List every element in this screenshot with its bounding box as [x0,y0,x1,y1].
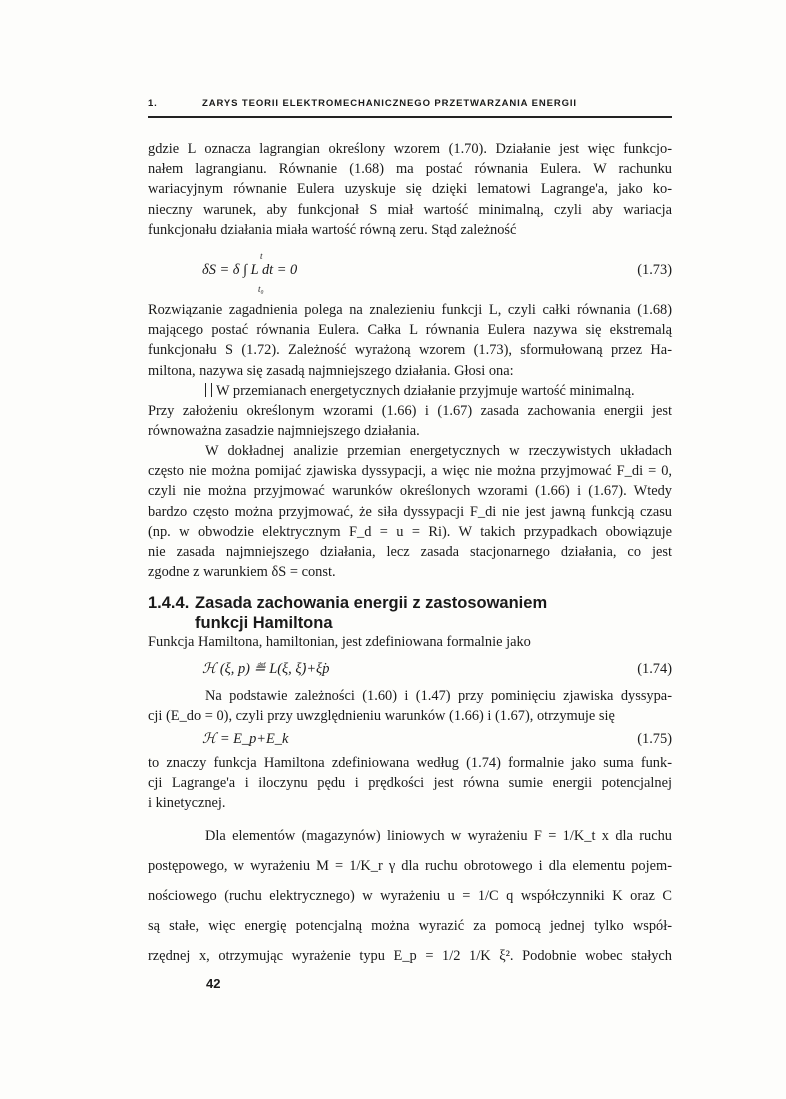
integral-upper-limit: t [260,251,263,261]
chapter-number: 1. [148,98,158,109]
text-line: często nie można pomijać zjawiska dyssypacji, a więc nie można przyjmować F_di = 0, [148,463,672,480]
principle-text: W przemianach energetycznych działanie przyjmuje wartość minimalną. [216,383,635,399]
paragraph-7 [148,753,672,814]
text-line: Przy założeniu określonym wzorami (1.66) i (1.67) zasada zachowania energii jest [148,403,672,420]
text-line: bardzo często można przyjmować, że siła dyssypacji F_di nie jest jawną funkcją czasu [148,503,672,520]
page-number: 42 [206,976,221,991]
paragraph-8 [148,820,672,970]
text-line: czyli nie można przyjmować warunków określonych wzorami (1.66) i (1.67). Wtedy [148,483,672,500]
paragraph-4 [148,441,672,582]
text-line: W dokładnej analizie przemian energetycznych w rzeczywistych układach [205,443,672,459]
equation-number: (1.75) [637,731,672,747]
text-line: funkcjonału działania miała wartość równą zeru. Stąd zależność [148,221,517,238]
equation-number: (1.73) [637,262,672,278]
text-line: i kinetycznej. [148,795,226,812]
text-line: zgodne z warunkiem δS = const. [148,564,336,581]
section-title-line-2: funkcji Hamiltona [195,614,333,632]
equation-lhs: ℋ (ξ, p) ≝ L(ξ, ξ̇)+ξ̇p [202,661,330,677]
text-line: rzędnej x, otrzymując wyrażenie typu E_p = 1/2 1/K ξ². Podobnie wobec stałych [148,948,672,964]
text-line: równoważna zasadzie najmniejszego działania. [148,423,420,440]
equation-1-73 [148,251,672,294]
text-line: gdzie L oznacza lagrangian określony wzorem (1.70). Działanie jest więc funkcjo- [148,141,672,157]
text-line: są stałe, więc energię potencjalną można wyrazić za pomocą jednej tylko współ- [148,918,672,934]
text-line: postępowego, w wyrażeniu M = 1/K_r γ dla ruchu obrotowego i dla elementu pojem- [148,858,672,874]
principle-statement [148,381,672,401]
equation-1-74 [148,661,672,683]
text-line: Na podstawie zależności (1.60) i (1.47) przy pominięciu zjawiska dyssypa- [205,688,672,704]
chapter-title: ZARYS TEORII ELEKTROMECHANICZNEGO PRZETWARZANIA ENERGII [202,98,577,109]
text-line: wariacyjnym równanie Eulera uzyskuje się dzięki lematowi Lagrange'a, jako ko- [148,181,672,198]
text-line: Rozwiązanie zagadnienia polega na znalezieniu funkcji L, czyli całki równania (1.68) [148,302,672,318]
principle-marker [205,383,212,397]
section-number: 1.4.4. [148,594,190,612]
paragraph-1 [148,139,672,240]
integral-lower-limit: t₀ [258,284,264,294]
text-line: mającego postać równania Eulera. Całka L równania Eulera nazywa się ekstremalą [148,322,672,339]
equation-number: (1.74) [637,661,672,677]
paragraph-2 [148,300,672,381]
section-title-line-1: Zasada zachowania energii z zastosowaniem [195,594,548,612]
equation-1-75 [148,731,672,753]
text-line: cji Lagrange'a i iloczynu pędu i prędkości jest równa sumie energii potencjalnej [148,775,672,792]
text-line: to znaczy funkcja Hamiltona zdefiniowana według (1.74) formalnie jako suma funk- [148,755,672,771]
equation-lhs: δS = δ ∫ L dt = 0 [202,262,298,278]
paragraph-6 [148,686,672,726]
text-line: nieczny warunek, aby funkcjonał S miał wartość minimalną, czyli aby wariacja [148,201,672,218]
text-line: Dla elementów (magazynów) liniowych w wyrażeniu F = 1/K_t x dla ruchu [205,828,672,844]
paragraph-5 [148,632,672,652]
text-line: nałem lagrangianu. Równanie (1.68) ma postać równania Eulera. W rachunku [148,161,672,178]
equation-lhs: ℋ = E_p+E_k [202,731,289,747]
text-line: nościowego (ruchu elektrycznego) w wyrażeniu u = 1/C q współczynniki K oraz C [148,888,672,904]
text-line: nie zasada najmniejszego działania, lecz zasada stacjonarnego działania, co jest [148,543,672,560]
text-line: Funkcja Hamiltona, hamiltonian, jest zdefiniowana formalnie jako [148,634,531,650]
text-line: funkcjonału S (1.72). Zależność wyrażoną wzorem (1.73), sformułowaną przez Ha- [148,342,672,359]
text-line: (np. w obwodzie elektrycznym F_d = u = Ri). W takich przypadkach obowiązuje [148,523,672,540]
text-line: cji (E_do = 0), czyli przy uwzględnieniu warunków (1.66) i (1.67), otrzymuje się [148,708,615,725]
text-line: miltona, nazywa się zasadą najmniejszego działania. Głosi ona: [148,362,514,379]
header-rule [148,116,672,118]
paragraph-3 [148,381,672,442]
